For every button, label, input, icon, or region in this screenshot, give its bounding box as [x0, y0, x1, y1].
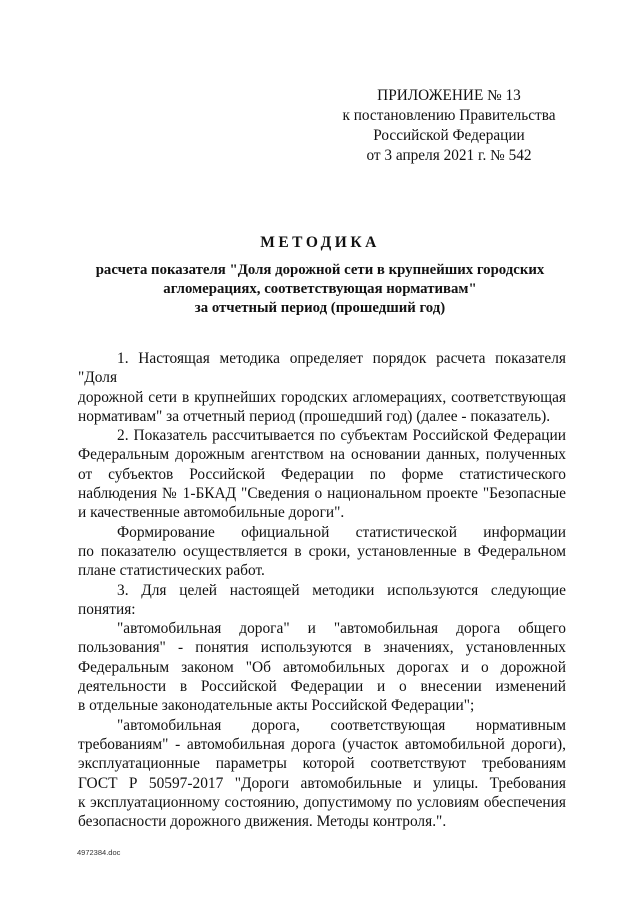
document-title: МЕТОДИКА	[260, 234, 380, 251]
body-line: 3. Для целей настоящей методики используются следующие понятия:	[78, 581, 566, 618]
body-line: от субъектов Российской Федерации по форме статистического	[78, 465, 566, 483]
body-line: 2. Показатель рассчитывается по субъектам Российской Федерации	[117, 427, 566, 445]
body-line: пользования" - понятия используются в значениях, установленных	[78, 639, 566, 657]
body-line: Федеральным законом "Об автомобильных дорогах и о дорожной	[78, 658, 566, 676]
body-line: плане статистических работ.	[78, 562, 265, 580]
body-line: "автомобильная дорога, соответствующая нормативным	[117, 716, 566, 734]
annex-government: Российской Федерации	[373, 127, 525, 144]
body-line: Федеральным дорожным агентством на основании данных, полученных	[78, 446, 566, 464]
body-line: к эксплуатационному состоянию, допустимому по условиям обеспечения	[78, 793, 566, 811]
annex-resolution: к постановлению Правительства	[342, 107, 556, 124]
subtitle-line: за отчетный период (прошедший год)	[194, 300, 446, 316]
body-line: нормативам" за отчетный период (прошедший год) (далее - показатель).	[78, 407, 551, 425]
body-line: дорожной сети в крупнейших городских агломерациях, соответствующая	[78, 388, 566, 406]
subtitle-line: агломерациях, соответствующая нормативам"	[163, 281, 477, 297]
file-name-footer: 4972384.doc	[77, 848, 121, 857]
body-line: эксплуатационные параметры которой соответствуют требованиям	[78, 755, 566, 773]
body-line: деятельности в Российской Федерации и о внесении изменений	[78, 678, 566, 696]
body-line: 1. Настоящая методика определяет порядок расчета показателя "Доля	[78, 350, 566, 387]
annex-header	[332, 86, 566, 166]
body-line: "автомобильная дорога" и "автомобильная дорога общего	[117, 620, 566, 638]
annex-number: ПРИЛОЖЕНИЕ № 13	[377, 87, 521, 104]
body-line: требованиям" - автомобильная дорога (участок автомобильной дороги),	[78, 735, 566, 753]
body-line: и качественные автомобильные дороги".	[78, 504, 345, 522]
subtitle-line: расчета показателя "Доля дорожной сети в крупнейших городских	[95, 262, 545, 278]
body-line: безопасности дорожного движения. Методы контроля.".	[78, 813, 447, 831]
body-line: наблюдения № 1-БКАД "Сведения о национальном проекте "Безопасные	[78, 485, 566, 503]
body-line: ГОСТ Р 50597-2017 "Дороги автомобильные и улицы. Требования	[78, 774, 566, 792]
annex-date: от 3 апреля 2021 г. № 542	[366, 147, 532, 164]
document-subtitle	[70, 261, 570, 318]
body-line: в отдельные законодательные акты Российской Федерации";	[78, 697, 475, 715]
body-line: Формирование официальной статистической информации	[117, 523, 566, 541]
body-line: по показателю осуществляется в сроки, установленные в Федеральном	[78, 542, 566, 560]
document-body	[78, 349, 566, 831]
